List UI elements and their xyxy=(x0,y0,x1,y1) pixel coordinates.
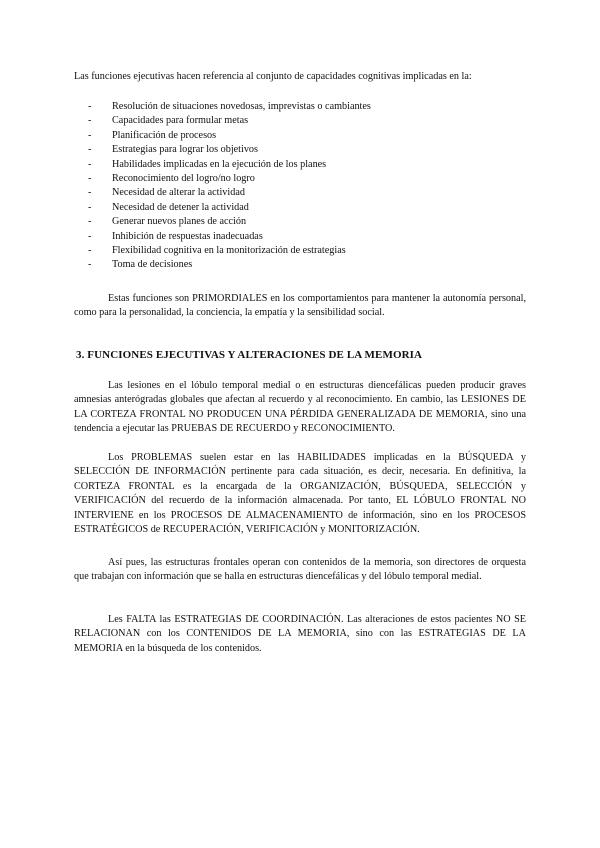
list-item-text: Necesidad de detener la actividad xyxy=(112,201,249,213)
list-item-text: Reconocimiento del logro/no logro xyxy=(112,172,255,184)
dash-bullet: - xyxy=(88,158,92,170)
paragraph-problemas: Los PROBLEMAS suelen estar en las HABILIDADES implicadas en la BÚSQUEDA y SELECCIÓN DE INFORMACIÓN pertinente para cada situación, es decir, necesaria. En definitiva, la CORTEZA FRONTAL es la encargada de la ORGANIZACIÓN, BÚSQUEDA, SELECCIÓN y VERIFICACIÓN del recuerdo de la información almacenada. Por tanto, EL LÓBULO FRONTAL NO INTERVIENE en los PROCESOS DE ALMACENAMIENTO de información, sino en los PROCESOS ESTRATÉGICOS de RECUPERACIÓN, VERIFICACIÓN y MONITORIZACIÓN. xyxy=(74,452,526,536)
dash-bullet: - xyxy=(88,172,92,184)
list-item-text: Inhibición de respuestas inadecuadas xyxy=(112,230,263,242)
list-item-text: Generar nuevos planes de acción xyxy=(112,216,247,228)
executive-functions-list xyxy=(88,100,518,273)
list-item-text: Capacidades para formular metas xyxy=(112,115,249,127)
dash-bullet: - xyxy=(88,244,92,256)
list-item-text: Necesidad de alterar la actividad xyxy=(112,187,245,199)
list-item-text: Flexibilidad cognitiva en la monitorización de estrategias xyxy=(112,244,346,256)
dash-bullet: - xyxy=(88,129,92,141)
dash-bullet: - xyxy=(88,230,92,242)
dash-bullet: - xyxy=(88,259,92,271)
list-item xyxy=(88,143,518,157)
list-item-text: Resolución de situaciones novedosas, imprevistas o cambiantes xyxy=(112,101,371,112)
list-item xyxy=(88,244,518,258)
dash-bullet: - xyxy=(88,216,92,228)
list-item xyxy=(88,158,518,172)
list-item xyxy=(88,129,518,143)
section-heading: 3. FUNCIONES EJECUTIVAS Y ALTERACIONES DE LA MEMORIA xyxy=(76,349,423,361)
paragraph-falta: Les FALTA las ESTRATEGIAS DE COORDINACIÓN. Las alteraciones de estos pacientes NO SE RELACIONAN con los CONTENIDOS DE LA MEMORIA, sino con las ESTRATEGIAS DE LA MEMORIA en la búsqueda de los contenidos. xyxy=(74,614,526,654)
dash-bullet: - xyxy=(88,115,92,127)
list-item xyxy=(88,230,518,244)
list-item xyxy=(88,258,518,272)
list-item xyxy=(88,215,518,229)
paragraph-primordiales: Estas funciones son PRIMORDIALES en los comportamientos para mantener la autonomía personal, como para la personalidad, la conciencia, la empatía y la sensibilidad social. xyxy=(74,293,526,319)
list-item xyxy=(88,114,518,128)
paragraph-estructuras: Así pues, las estructuras frontales operan con contenidos de la memoria, son directores de orquesta que trabajan con información que se halla en estructuras diencefálicas y del lóbulo temporal medial. xyxy=(74,557,526,583)
list-item-text: Toma de decisiones xyxy=(112,259,193,271)
list-item-text: Estrategias para lograr los objetivos xyxy=(112,144,258,156)
list-item xyxy=(88,172,518,186)
dash-bullet: - xyxy=(88,201,92,213)
dash-bullet: - xyxy=(88,101,92,112)
list-item xyxy=(88,186,518,200)
list-item-text: Planificación de procesos xyxy=(112,129,217,141)
list-item xyxy=(88,201,518,215)
intro-paragraph: Las funciones ejecutivas hacen referencia al conjunto de capacidades cognitivas implicadas en la: xyxy=(74,71,472,82)
list-item xyxy=(88,100,518,114)
paragraph-lesiones: Las lesiones en el lóbulo temporal medial o en estructuras diencefálicas pueden producir graves amnesias anterógradas globales que afectan al recuerdo y al reconocimiento. En cambio, las LESIONES DE LA CORTEZA FRONTAL NO PRODUCEN UNA PÉRDIDA GENERALIZADA DE MEMORIA, sino una tendencia a ejecutar las PRUEBAS DE RECUERDO y RECONOCIMIENTO. xyxy=(74,380,526,435)
dash-bullet: - xyxy=(88,144,92,156)
dash-bullet: - xyxy=(88,187,92,199)
list-item-text: Habilidades implicadas en la ejecución de los planes xyxy=(112,158,327,170)
